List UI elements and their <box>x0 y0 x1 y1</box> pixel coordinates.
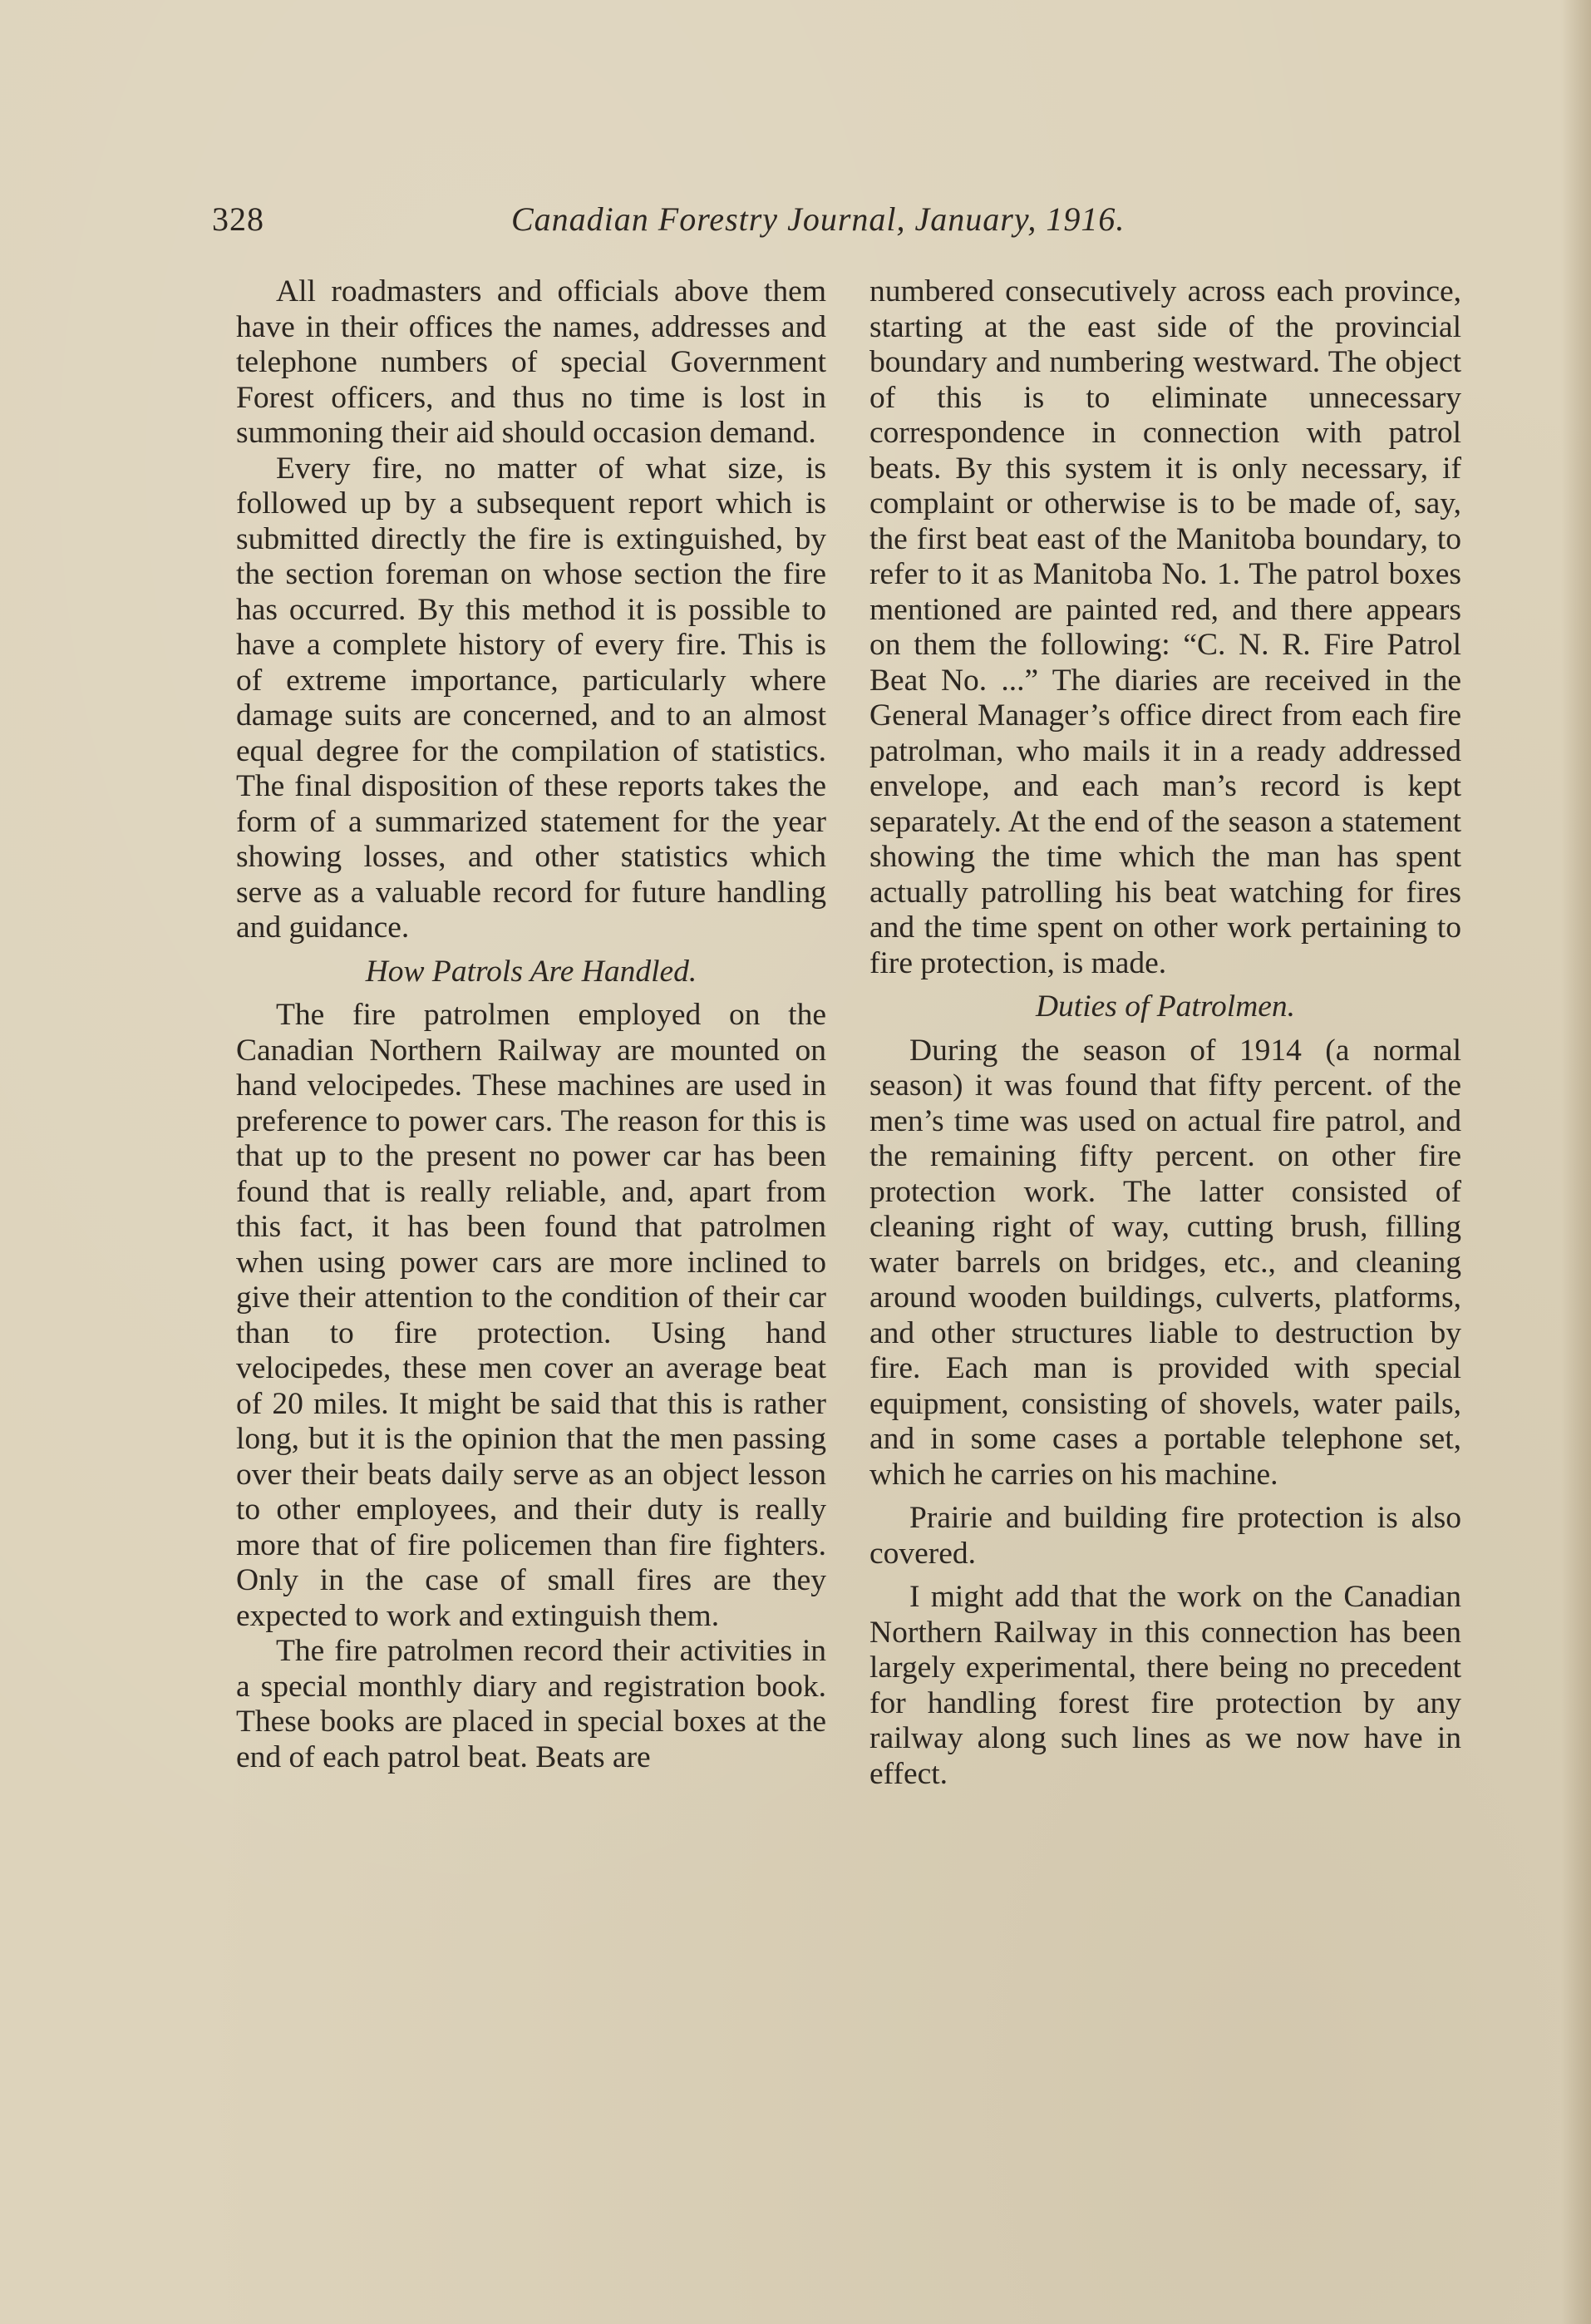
page-edge-shadow <box>1561 0 1591 2324</box>
paragraph: Prairie and building fire protection is also covered. <box>869 1501 1461 1571</box>
paragraph: During the season of 1914 (a normal season) it was found that fifty percent. of the men’s time was used on actual fire patrol, and the remaining fifty percent. on other fire protection work. The latter consisted of cleaning right of way, cutting brush, filling water barrels on bridges, etc., and cleaning around wooden buildings, culverts, platforms, and other structures liable to destruction by fire. Each man is provided with special equipment, consisting of shovels, water pails, and in some cases a portable telephone set, which he carries on his machine. <box>869 1033 1461 1492</box>
paragraph: All roadmasters and officials above them have in their offices the names, addresses and telephone numbers of special Government Forest officers, and thus no time is lost in summoning their aid should occasion demand. <box>236 274 826 450</box>
running-title: Canadian Forestry Journal, January, 1916. <box>511 200 1126 238</box>
left-column <box>236 274 826 1775</box>
section-heading: How Patrols Are Handled. <box>365 954 697 989</box>
section-heading: Duties of Patrolmen. <box>1035 989 1296 1024</box>
paragraph: Every fire, no matter of what size, is followed up by a subsequent report which is submitted directly the fire is extinguished, by the section foreman on whose section the fire has occurred. By this method it is possible to have a complete history of every fire. This is of extreme importance, particularly where damage suits are concerned, and to an almost equal degree for the compilation of statistics. The final disposition of these reports takes the form of a summarized statement for the year showing losses, and other statistics which serve as a valuable record for future handling and guidance. <box>236 451 826 945</box>
paragraph: The fire patrolmen employed on the Canadian Northern Railway are mounted on hand velocipedes. These machines are used in preference to power cars. The reason for this is that up to the present no power car has been found that is really reliable, and, apart from this fact, it has been found that patrolmen when using power cars are more inclined to give their attention to the condition of their car than to fire protection. Using hand velocipedes, these men cover an average beat of 20 miles. It might be said that this is rather long, but it is the opinion that the men passing over their beats daily serve as an object lesson to other employees, and their duty is really more that of fire policemen than fire fighters. Only in the case of small fires are they expected to work and extinguish them. <box>236 998 826 1633</box>
page-header <box>212 193 1193 251</box>
page-number: 328 <box>212 200 264 238</box>
right-column <box>869 274 1461 1800</box>
paragraph: I might add that the work on the Canadian Northern Railway in this connection has been largely experimental, there being no precedent for handling forest fire protection by any railway along such lines as we now have in effect. <box>869 1580 1461 1791</box>
paragraph: The fire patrolmen record their activities in a special monthly diary and registration book. These books are placed in special boxes at the end of each patrol beat. Beats are <box>236 1634 826 1774</box>
paragraph-continuation: numbered consecutively across each province, starting at the east side of the provincial boundary and numbering westward. The object of this is to eliminate unnecessary correspondence in connection with patrol beats. By this system it is only necessary, if complaint or otherwise is to be made of, say, the first beat east of the Manitoba boundary, to refer to it as Manitoba No. 1. The patrol boxes mentioned are painted red, and there appears on them the following: “C. N. R. Fire Patrol Beat No. ...” The diaries are received in the General Manager’s office direct from each fire patrolman, who mails it in a ready addressed envelope, and each man’s record is kept separately. At the end of the season a statement showing the time which the man has spent actually patrolling his beat watching for fires and the time spent on other work pertaining to fire protection, is made. <box>869 274 1461 980</box>
